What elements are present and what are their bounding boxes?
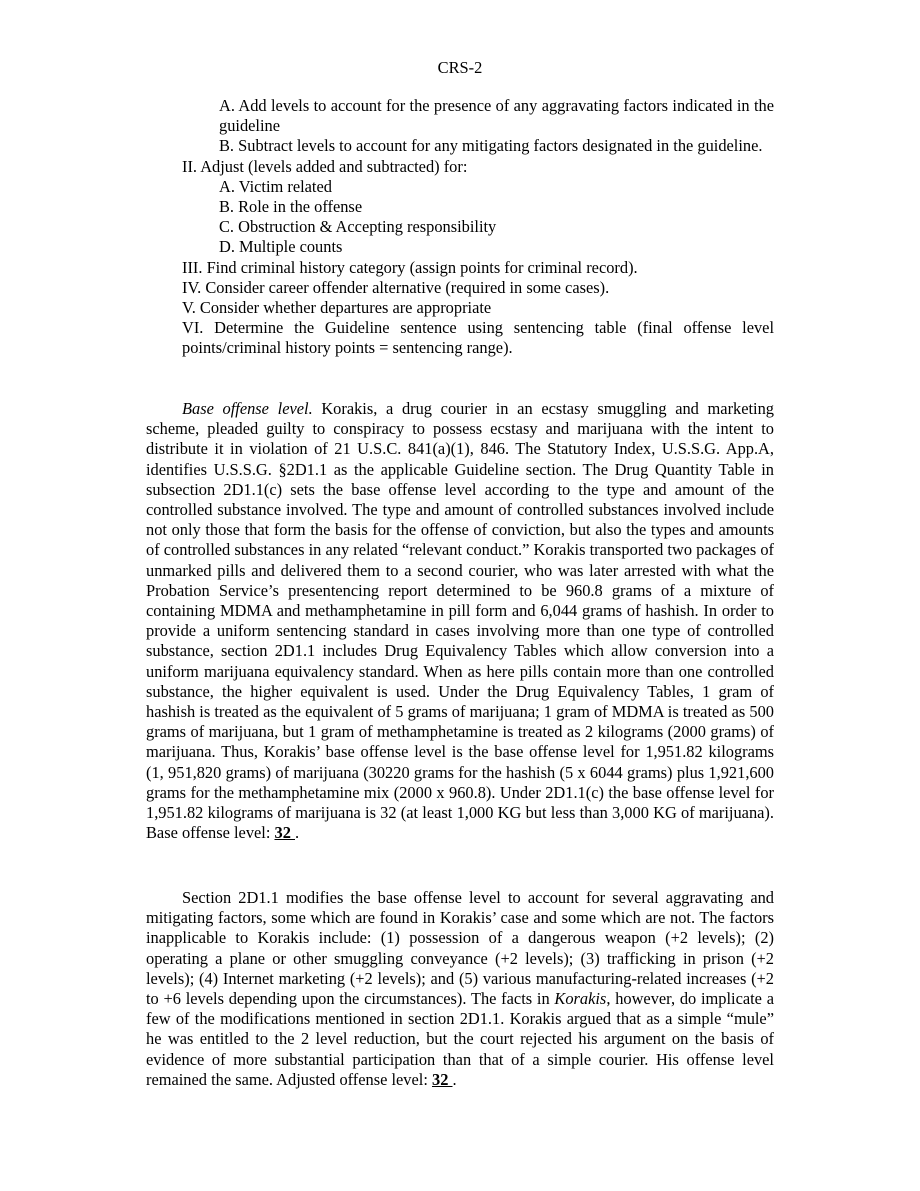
adjustment-body [146,888,774,1090]
paragraph-text-b: , however, do implicate a few of the modifications mentioned in section 2D1.1. Korakis argued that as a simple “mule” he was entitled to the 2 level reduction, but the court rejected his argument on the basis of evidence of more substantial participation than that of a simple courier. His offense level remained the same. Adjusted offense level: [146,989,774,1089]
adjustment-paragraph [146,888,774,1090]
paragraph-text-a: Section 2D1.1 modifies the base offense level to account for several aggravating and mitigating factors, some which are found in Korakis’ case and some which are not. The factors inapplicable to Korakis include: (1) possession of a dangerous weapon (+2 levels); (2) operating a plane or other smuggling conveyance (+2 levels); (3) trafficking in prison (+2 levels); (4) Internet marketing (+2 levels); and (5) various manufacturing-related increases (+2 to +6 levels depending upon the circumstances). The facts in [146,888,774,1009]
base-offense-body [146,399,774,843]
outline-item-role: B. Role in the offense [219,197,363,217]
outline-item-criminal-history: III. Find criminal history category (assign points for criminal record). [182,257,638,277]
page-header: CRS-2 [437,58,483,77]
section-lead: Base offense level. [182,399,313,418]
paragraph-text: Korakis, a drug courier in an ecstasy smuggling and marketing scheme, pleaded guilty to conspiracy to possess ecstasy and marijuana with the intent to distribute it in violation of 21 U.S.C. 841(a)(1), 846. The Statutory Index, U.S.S.G. App.A, identifies U.S.S.G. §2D1.1 as the applicable Guideline section. The Drug Quantity Table in subsection 2D1.1(c) sets the base offense level according to the type and amount of the controlled substance involved. The type and amount of controlled substances involved include not only those that form the basis for the offense of conviction, but also the types and amounts of controlled substances in any related “relevant conduct.” Korakis transported two packages of unmarked pills and delivered them to a second courier, who was later arrested with what the Probation Service’s presentencing report determined to be 960.8 grams of a mixture of containing MDMA and methamphetamine in pill form and 6,044 grams of hashish. In order to provide a uniform sentencing standard in cases involving more than one type of controlled substance, section 2D1.1 includes Drug Equivalency Tables which allow conversion into a uniform marijuana equivalency standard. When as here pills contain more than one controlled substance, the higher equivalent is used. Under the Drug Equivalency Tables, 1 gram of hashish is treated as the equivalent of 5 grams of marijuana; 1 gram of MDMA is treated as 500 grams of marijuana, but 1 gram of methamphetamine is treated as 2 kilograms (2000 grams) of marijuana. Thus, Korakis’ base offense level is the base offense level for 1,951.82 kilograms (1, 951,820 grams) of marijuana (30220 grams for the hashish (5 x 6044 grams) plus 1,921,600 grams for the methamphetamine mix (2000 x 960.8). Under 2D1.1(c) the base offense level for 1,951.82 kilograms of marijuana is 32 (at least 1,000 KG but less than 3,000 KG of marijuana). Base offense level: [146,399,775,843]
outline-item-career-offender: IV. Consider career offender alternative (required in some cases). [182,277,610,297]
outline-item-multiple-counts: D. Multiple counts [219,237,343,257]
outline-item-departures: V. Consider whether departures are appropriate [182,298,492,318]
outline-item-adjust: II. Adjust (levels added and subtracted) for: [182,156,468,176]
case-name: Korakis [554,989,607,1009]
outline-item-sentence: VI. Determine the Guideline sentence using sentencing table (final offense level points/criminal history points = sentencing range). [182,318,774,358]
outline-item-victim: A. Victim related [219,176,332,196]
base-offense-level-value: 32 [274,823,295,843]
paragraph-end: . [452,1069,457,1089]
outline-item-aggravating: A. Add levels to account for the presence of any aggravating factors indicated in the guideline [219,96,774,136]
paragraph-end: . [295,823,300,843]
outline-item-obstruction: C. Obstruction & Accepting responsibility [219,217,497,237]
adjusted-offense-level-value: 32 [432,1069,453,1089]
base-offense-paragraph [146,399,774,843]
guideline-steps-outline [0,96,920,359]
outline-item-mitigating: B. Subtract levels to account for any mitigating factors designated in the guideline. [219,136,763,156]
